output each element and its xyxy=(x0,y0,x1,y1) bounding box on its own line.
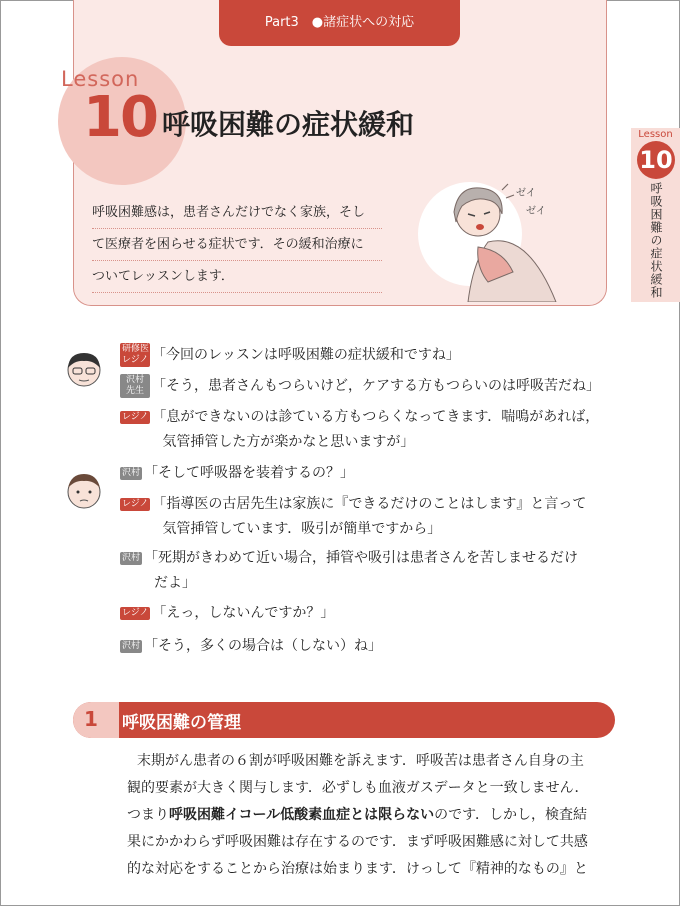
section-title: 呼吸困難の管理 xyxy=(122,713,241,733)
lesson-word: Lesson xyxy=(61,67,140,91)
body-line: つまり呼吸困難イコール低酸素血症とは限らないのです．しかし，検査結 xyxy=(127,807,588,823)
side-lesson-number: 10 xyxy=(637,141,675,179)
speech-text: 「今回のレッスンは呼吸困難の症状緩和ですね」 xyxy=(152,347,460,363)
body-line: 的な対応をすることから治療は始まります．けっして『精神的なもの』と xyxy=(127,861,588,877)
sound-effect: ゼイ xyxy=(526,206,546,217)
speaker-tag-sawamura: 沢村 xyxy=(122,552,141,563)
speech-text: 「そう，患者さんもつらいけど，ケアする方もつらいのは呼吸苦だね」 xyxy=(152,378,600,394)
speech-text: 「指導医の古居先生は家族に『できるだけのことはします』と言って 気管挿管しています．吸引が簡単ですから」 xyxy=(152,496,587,537)
speaker-tag-sawamura: 沢村 xyxy=(122,467,141,478)
speech-text: 「そして呼吸器を装着するの？」 xyxy=(144,465,355,481)
intro-line: 呼吸困難感は，患者さんだけでなく家族，そし xyxy=(92,197,382,229)
dialogue-line xyxy=(120,492,586,542)
speaker-tag-resident: 研修医 レジノ xyxy=(122,344,150,365)
section-number: 1 xyxy=(84,707,98,731)
part-label: Part3 ●諸症状への対応 xyxy=(219,0,460,46)
body-line: 観的要素が大きく関与します．必ずしも血液ガスデータと一致しません． xyxy=(127,780,589,796)
dialogue-line xyxy=(120,461,354,486)
sound-effect: ゼイ xyxy=(516,188,536,199)
emphasis-text: 呼吸困難イコール低酸素血症とは限らない xyxy=(169,807,435,823)
page-title: 呼吸困難の症状緩和 xyxy=(162,108,415,141)
sawamura-avatar xyxy=(63,470,105,512)
intro-line: て医療者を困らせる症状です．その緩和治療に xyxy=(92,229,382,261)
dialogue-line xyxy=(120,634,382,659)
speaker-tag-sawamura: 沢村 先生 xyxy=(120,374,150,398)
dialogue-line xyxy=(120,374,600,399)
side-title: 呼吸困難の症状緩和 xyxy=(649,182,663,299)
speech-text: 「そう，多くの場合は（しない）ね」 xyxy=(144,638,383,654)
dialogue-line xyxy=(120,343,460,368)
side-lesson-word: Lesson xyxy=(638,129,673,140)
intro-line: ついてレッスンします． xyxy=(92,261,382,293)
speaker-tag-sawamura: 沢村 xyxy=(122,640,141,651)
lesson-number: 10 xyxy=(83,85,157,150)
body-line: 末期がん患者の６割が呼吸困難を訴えます．呼吸苦は患者さん自身の主 xyxy=(137,753,584,769)
body-text xyxy=(127,748,607,883)
speech-text: 「死期がきわめて近い場合，挿管や吸引は患者さんを苦しませるだけ だよ」 xyxy=(144,550,579,591)
speaker-tag-resident: レジノ xyxy=(122,411,149,422)
dialogue-line xyxy=(120,601,334,626)
dialogue-line xyxy=(120,405,599,455)
dialogue-line xyxy=(120,546,578,596)
speaker-tag-resident: レジノ xyxy=(122,607,149,618)
body-line: 果にかかわらず呼吸困難は存在するのです．まず呼吸困難感に対して共感 xyxy=(127,834,588,850)
resident-avatar xyxy=(63,348,105,390)
speech-text: 「えっ，しないんですか？」 xyxy=(152,605,335,621)
speaker-tag-resident: レジノ xyxy=(122,498,149,509)
intro-text xyxy=(92,197,382,293)
patient-illustration xyxy=(418,172,558,302)
speech-text: 「息ができないのは診ている方もつらくなってきます．喘鳴があれば， 気管挿管した方が楽かなと思いますが」 xyxy=(152,409,600,450)
